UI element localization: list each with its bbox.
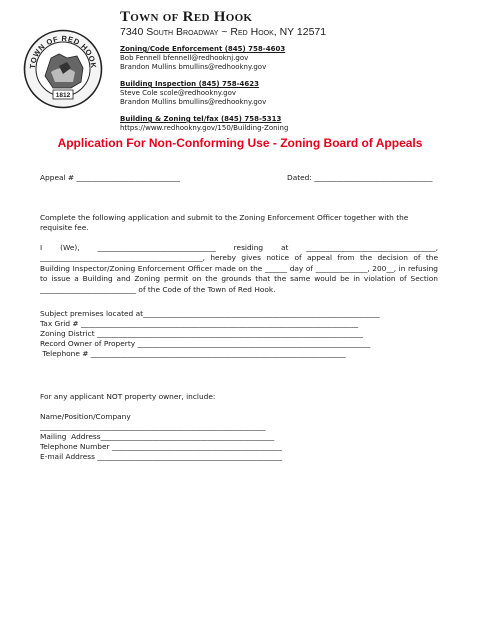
email-address-field[interactable]: E-mail Address __________________________________________________ [40, 452, 283, 461]
tax-grid-field[interactable]: Tax Grid # ___________________________________________________________________________ [40, 319, 359, 328]
appeal-number-field[interactable]: Appeal # ____________________________ [40, 173, 180, 182]
instructions: Complete the following application and submit to the Zoning Enforcement Officer together with the requisite fee. [40, 213, 409, 232]
non-owner-heading: For any applicant NOT property owner, include: [40, 392, 216, 401]
telephone-field[interactable]: Telephone # _____________________________________________________________________ [40, 349, 346, 358]
dept-building-zoning: Building & Zoning tel/fax (845) 758-5313 https://www.redhookny.gov/150/Building-Zoning [120, 115, 460, 133]
town-address: 7340 South Broadway ~ Red Hook, NY 12571 [120, 26, 327, 38]
dept-building: Building Inspection (845) 758-4623 Steve Cole scole@redhookny.gov Brandon Mullins bmullins@redhookny.gov [120, 80, 267, 106]
website-link[interactable]: https://www.redhookny.gov/150/Building-Zoning [120, 124, 289, 132]
svg-text:TOWN OF RED HOOK: TOWN OF RED HOOK [27, 33, 99, 70]
name-position-company-field[interactable]: _____________________________________________________________ [40, 422, 266, 431]
mailing-address-field[interactable]: Mailing Address_______________________________________________ [40, 432, 275, 441]
name-position-company-label: Name/Position/Company [40, 412, 131, 421]
subject-premises-field[interactable]: Subject premises located at________________________________________________________________ [40, 309, 380, 318]
letterhead [120, 9, 460, 141]
telephone-number-field[interactable]: Telephone Number ______________________________________________ [40, 442, 282, 451]
appeal-statement[interactable]: I (We), ________________________________ residing at ___________________________________, ____________________________________________, hereby gives notice of appeal from the decision of the Building Inspector/Zoning Enforcement Officer made on the ______ day of ______________, 200__, in refusing to issue a Building and Zoning permit on the grounds that the same would be in violation of Section __________________________ of the Code of the Town of Red Hook. [40, 243, 438, 294]
town-name: Town of Red Hook [120, 9, 253, 25]
form-title: Application For Non-Conforming Use - Zoning Board of Appeals [57, 136, 423, 150]
svg-text:1812: 1812 [55, 92, 71, 99]
dept-zoning: Zoning/Code Enforcement (845) 758-4603 Bob Fennell bfennell@redhooknj.gov Brandon Mullins bmullins@redhookny.gov [120, 45, 286, 71]
dated-field[interactable]: Dated: ________________________________ [287, 173, 433, 182]
town-seal-logo [23, 28, 103, 110]
zoning-district-field[interactable]: Zoning District ________________________________________________________________________ [40, 329, 364, 338]
record-owner-field[interactable]: Record Owner of Property _______________________________________________________________ [40, 339, 371, 348]
